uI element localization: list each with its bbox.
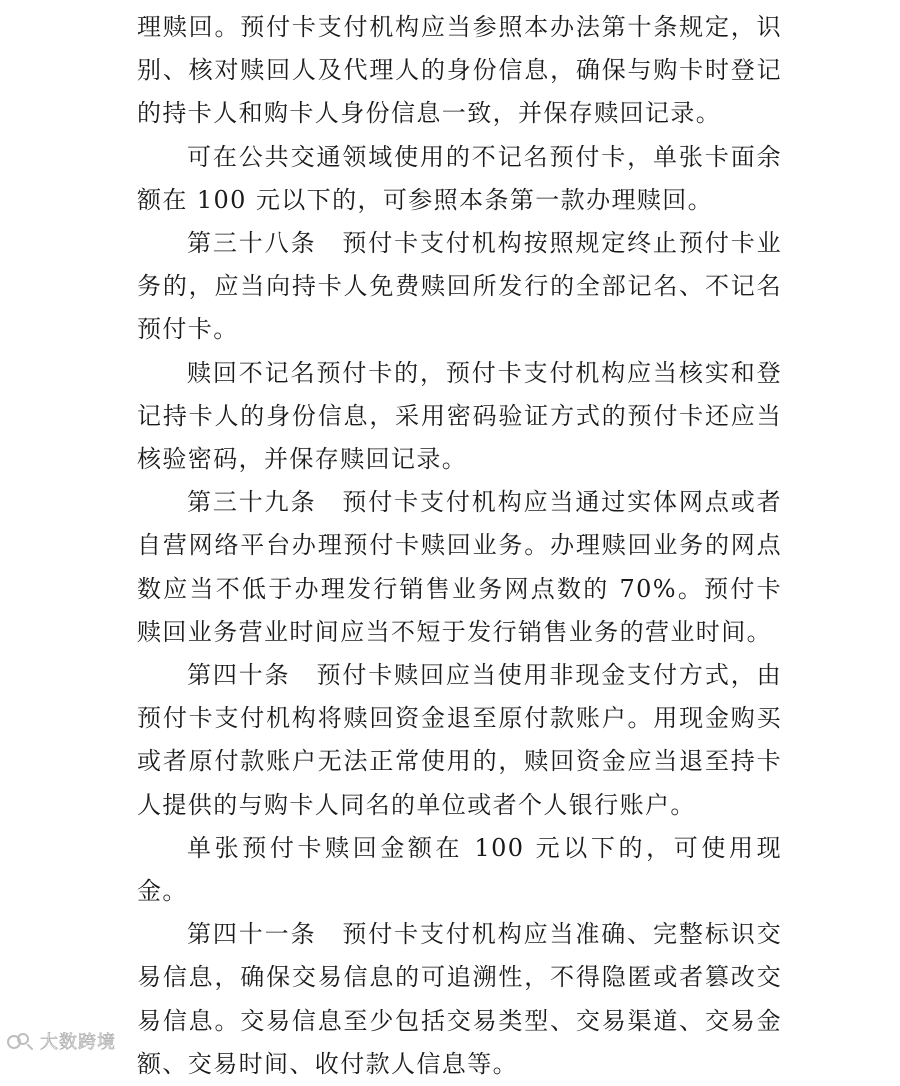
paragraph-cash-limit: 单张预付卡赎回金额在 100 元以下的，可使用现金。: [137, 833, 782, 906]
paragraph-anonymous-redemption: 赎回不记名预付卡的，预付卡支付机构应当核实和登记持卡人的身份信息，采用密码验证方式的预付卡还应当核验密码，并保存赎回记录。: [137, 358, 782, 474]
paragraph-article-39: 第三十九条 预付卡支付机构应当通过实体网点或者自营网络平台办理预付卡赎回业务。办理赎回业务的网点数应当不低于办理发行销售业务网点数的 70%。预付卡赎回业务营业时间应当不短于发行销售业务的营业时间。: [137, 488, 782, 646]
paragraph-article-38: 第三十八条 预付卡支付机构按照规定终止预付卡业务的，应当向持卡人免费赎回所发行的全部记名、不记名预付卡。: [137, 229, 782, 344]
paragraph-public-transport: 可在公共交通领域使用的不记名预付卡，单张卡面余额在 100 元以下的，可参照本条第一款办理赎回。: [137, 142, 782, 214]
brand-logo-icon: [6, 1031, 34, 1051]
paragraph-article-41: 第四十一条 预付卡支付机构应当准确、完整标识交易信息，确保交易信息的可追溯性，不得隐匿或者篡改交易信息。交易信息至少包括交易类型、交易渠道、交易金额、交易时间、收付款人信息等。: [137, 920, 782, 1078]
watermark-text: 大数跨境: [40, 1032, 116, 1053]
paragraph-article-40: 第四十条 预付卡赎回应当使用非现金支付方式，由预付卡支付机构将赎回资金退至原付款账户。用现金购买或者原付款账户无法正常使用的，赎回资金应当退至持卡人提供的与购卡人同名的单位或者个人银行账户。: [137, 661, 782, 819]
watermark: [6, 1028, 116, 1054]
paragraph-redemption-continued: 理赎回。预付卡支付机构应当参照本办法第十条规定，识别、核对赎回人及代理人的身份信息，确保与购卡时登记的持卡人和购卡人身份信息一致，并保存赎回记录。: [137, 13, 782, 128]
document-body: [137, 6, 782, 1086]
